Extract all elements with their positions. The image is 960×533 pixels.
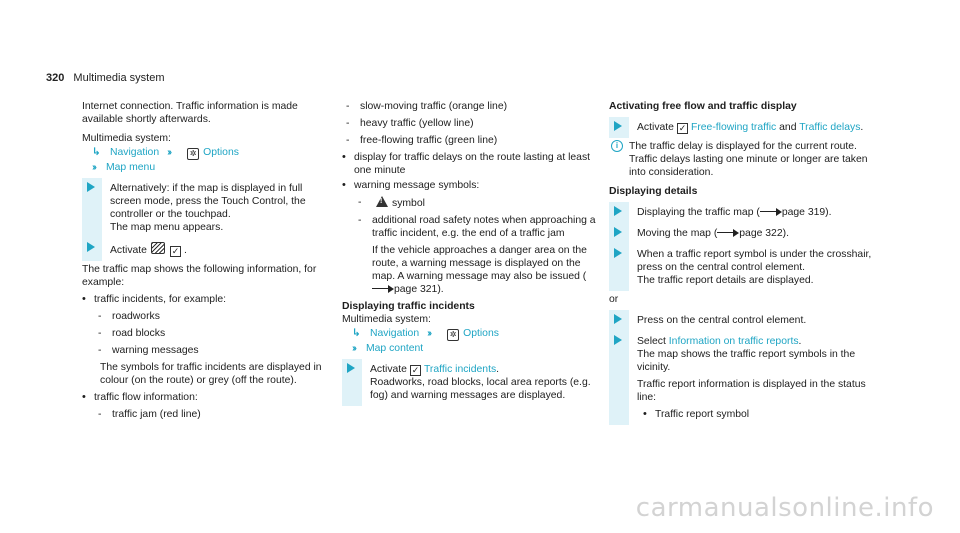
info-list-2 [342, 151, 598, 296]
activate-label: Activate [637, 122, 674, 133]
symbols-para: The symbols for traffic incidents are displayed in colour (on the route) or grey (off the route). [100, 362, 322, 386]
step-text: Displaying the traffic map ( [637, 207, 760, 218]
para-text: If the vehicle approaches a danger area on the route, a warning message is displayed on the map. A warning message may also be issued ( [372, 245, 587, 282]
option-traffic-incidents[interactable]: Traffic incidents [423, 364, 497, 375]
list-item: - roadworks [94, 310, 334, 323]
symbol-text: symbol [392, 198, 425, 209]
menu-map-content[interactable]: Map content [366, 343, 424, 354]
section-heading: Displaying traffic incidents [342, 301, 475, 312]
options-icon: ✲ [447, 329, 459, 341]
step-activate-flow [609, 121, 884, 134]
double-chevron-icon: ›› [92, 162, 95, 173]
step-result: The map menu appears. [110, 222, 224, 233]
step-text: Moving the map ( [637, 228, 718, 239]
step-text: Alternatively: if the map is displayed in full screen mode, press the Touch Control, the controller or the touchpad. [110, 183, 306, 220]
menu-navigation[interactable]: Navigation [370, 328, 420, 339]
step-result: The map shows the traffic report symbols in the vicinity. [637, 349, 856, 373]
step-text: Press on the central control element. [637, 315, 807, 326]
status-list [643, 408, 884, 421]
column-1 [82, 100, 334, 425]
menu-path-2 [92, 161, 334, 174]
page-ref: page 319). [781, 207, 832, 218]
menu-path [352, 327, 598, 341]
section-heading: Displaying details [609, 186, 698, 197]
list-item: - additional road safety notes when approaching a traffic incident, e.g. the end of a traffic jam [354, 214, 598, 240]
section-title: Multimedia system [73, 72, 165, 84]
select-label: Select [637, 336, 666, 347]
activate-label: Activate [110, 245, 147, 256]
step-result: The traffic report details are displayed. [637, 275, 814, 286]
options-icon: ✲ [187, 148, 199, 160]
option-traffic-delays[interactable]: Traffic delays [799, 122, 861, 133]
double-chevron-icon: ›› [352, 343, 355, 354]
list-item [342, 179, 598, 296]
step-arrow-icon [347, 363, 355, 373]
step-arrow-icon [614, 248, 622, 258]
info-icon: i [611, 140, 623, 152]
step-arrow-icon [87, 242, 95, 252]
submenu-arrow-icon: ↳ [352, 328, 361, 339]
step-press [609, 314, 884, 327]
checkbox-icon: ✓ [411, 365, 420, 375]
step-arrow-icon [614, 227, 622, 237]
punct: . [860, 122, 864, 133]
punct: . [798, 336, 802, 347]
bullet-text: traffic flow information: [94, 392, 198, 403]
bullet-text: traffic incidents, for example: [94, 294, 227, 305]
list-item [82, 293, 334, 387]
list-item [82, 391, 334, 421]
step-arrow-icon [614, 121, 622, 131]
step-arrow-icon [87, 182, 95, 192]
notes-para [354, 244, 598, 296]
checkbox-icon: ✓ [678, 123, 687, 133]
checkbox-icon: ✓ [171, 246, 180, 256]
page-arrow-icon [372, 284, 394, 292]
punct: . [183, 245, 187, 256]
list-item: - heavy traffic (yellow line) [342, 117, 598, 130]
menu-options[interactable]: Options [203, 147, 239, 158]
info-list [82, 293, 334, 421]
traffic-icon [151, 242, 165, 254]
list-item: - warning messages [94, 344, 334, 357]
option-free-flowing-traffic[interactable]: Free-flowing traffic [690, 122, 777, 133]
step-bar [609, 331, 629, 425]
step-arrow-icon [614, 206, 622, 216]
menu-map-menu[interactable]: Map menu [106, 162, 156, 173]
list-item: - road blocks [94, 327, 334, 340]
step-activate [82, 242, 334, 257]
step-crosshair [609, 248, 884, 287]
menu-path-2 [352, 342, 598, 355]
intro-text: Internet connection. Traffic information is made available shortly afterwards. [82, 101, 298, 125]
list-item [354, 196, 598, 210]
warning-icon [376, 196, 388, 207]
option-information-on-traffic-reports[interactable]: Information on traffic reports [668, 336, 799, 347]
double-chevron-icon: ›› [427, 328, 431, 339]
list-item: • Traffic report symbol [643, 408, 884, 421]
mm-label: Multimedia system: [82, 133, 171, 144]
page-arrow-icon [717, 228, 739, 236]
step-select [609, 335, 884, 421]
page-ref: page 322). [739, 228, 789, 239]
info-note [609, 140, 884, 179]
shows-text: The traffic map shows the following information, for example: [82, 264, 317, 288]
step-result: Roadworks, road blocks, local area reports (e.g. fog) and warning messages are displayed. [370, 377, 591, 401]
column-2 [342, 100, 598, 408]
note-text: The traffic delay is displayed for the current route. Traffic delays lasting one minute or longer are taken into consideration. [629, 141, 868, 178]
page-header [46, 72, 165, 85]
step-result-2: Traffic report information is displayed in the status line: [637, 379, 866, 403]
page-ref: page 321). [394, 284, 444, 295]
watermark: carmanualsonline.info [635, 493, 934, 523]
submenu-arrow-icon: ↳ [92, 147, 101, 158]
menu-options[interactable]: Options [463, 328, 499, 339]
step-alternatively [82, 182, 334, 234]
step-arrow-icon [614, 335, 622, 345]
page-arrow-icon [760, 207, 782, 215]
and-text: and [779, 122, 797, 133]
activate-label: Activate [370, 364, 407, 375]
list-item: - free-flowing traffic (green line) [342, 134, 598, 147]
page-number: 320 [46, 72, 65, 84]
double-chevron-icon: ›› [167, 147, 171, 158]
punct: . [496, 364, 500, 375]
menu-path [92, 146, 334, 160]
list-item: • display for traffic delays on the route lasting at least one minute [342, 151, 598, 177]
list-item: - traffic jam (red line) [94, 408, 334, 421]
step-display-map [609, 206, 884, 219]
column-3 [609, 100, 884, 427]
step-move-map [609, 227, 884, 240]
bullet-text: warning message symbols: [354, 180, 480, 191]
or-text: or [609, 294, 619, 305]
step-activate-incidents [342, 363, 598, 402]
mm-label: Multimedia system: [342, 314, 431, 325]
menu-navigation[interactable]: Navigation [110, 147, 160, 158]
flow-list [342, 100, 598, 147]
section-heading: Activating free flow and traffic display [609, 101, 797, 112]
step-arrow-icon [614, 314, 622, 324]
list-item: - slow-moving traffic (orange line) [342, 100, 598, 113]
step-text: When a traffic report symbol is under the crosshair, press on the central control element. [637, 249, 872, 273]
